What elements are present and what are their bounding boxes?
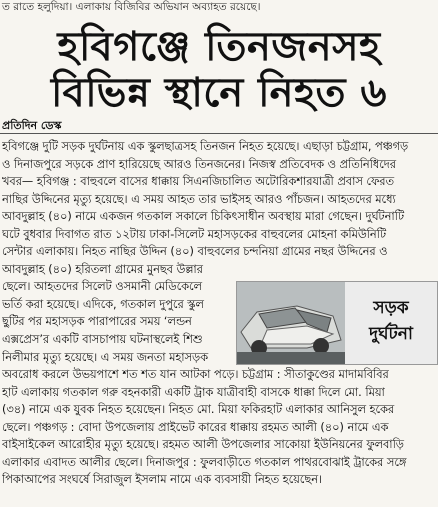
accident-figure <box>236 281 438 365</box>
figure-label-line-1: সড়ক <box>373 298 409 318</box>
body-line: এক্সপ্রেস’র একটি বাসচাপায় ঘটনাস্থলেই শিশু <box>2 333 203 347</box>
body-line: পিকাআপের সংঘর্ষে সিরাজুল ইসলাম নামে এক ব্যবসায়ী নিহত হয়েছেন। <box>2 473 322 487</box>
headline-line-2: বিভিন্ন স্থানে নিহত ৬ <box>51 69 387 116</box>
headline <box>0 24 438 116</box>
body-line: ছেলে। পঞ্চগড় : বোদা উপজেলায় প্রাইভেট কারের ধাক্কায় রহমত আলী (৪০) নামে এক <box>2 420 389 434</box>
body-line: (৩৪) নামে এক যুবক নিহত হয়েছেন। নিহত মো. মিয়া ফকিরহাট এলাকার আনিসুল হকের <box>2 403 395 417</box>
body-line: সেন্টার এলাকায়। নিহত নাছির উদ্দিন (৪০) বাহুবলের চন্দনিয়া গ্রামের নছর উদ্দিনের ও <box>2 245 388 259</box>
body-line: খবর— হবিগঞ্জ : বাহুবলে বাসের ধাক্কায় সিএনজিচালিত অটোরিকশারযাত্রী প্রবাস ফেরত <box>2 175 394 189</box>
headline-line-1: হবিগঞ্জে তিনজনসহ <box>57 23 381 70</box>
body-line: বাইসাইকেল আরোহীর মৃত্যু হয়েছে। রহমত আলী উপজেলার সাকোয়া ইউনিয়নের ফুলবাড়ি <box>2 438 404 452</box>
body-line: অবরোধ করলে উভয়পাশে শত শত যান আটকা পড়ে। চট্টগ্রাম : সীতাকুণ্ডের মাদামবিবির <box>2 368 389 382</box>
previous-article-fragment: ত রাতে হলুদিয়া। এলাকায় বিজিবির অভিযান অব্যাহত রয়েছে। <box>2 1 261 13</box>
figure-label <box>345 282 437 364</box>
wrecked-vehicle-illustration <box>237 282 345 364</box>
figure-label-line-2: দুর্ঘটনা <box>369 324 413 344</box>
body-line: ও দিনাজপুরে সড়কে প্রাণ হারিয়েছে আরও তিনজনের। নিজস্ব প্রতিবেদক ও প্রতিনিধিদের <box>2 157 396 171</box>
body-line: ছেলে। আহতদের সিলেট ওসমানী মেডিকেলে <box>2 280 202 294</box>
body-line: ছুটির পর মহাসড়ক পারাপারের সময় ‘লন্ডন <box>2 315 192 329</box>
accident-photo <box>237 282 345 364</box>
body-left-column <box>2 261 232 366</box>
body-line: আবদুল্লাহ (৪০) নামে একজন গতকাল সকালে চিকিৎসাধীন অবস্থায় মারা গেছেন। দুর্ঘটনাটি <box>2 210 404 224</box>
body-line: ঘটে বুধবার দিবাগত রাত ১২টায় ঢাকা-সিলেট মহাসড়কের বাহুবলের মোহনা কমিউনিটি <box>2 227 387 241</box>
body-line: এলাকার এবাদত আলীর ছেলে। দিনাজপুর : ফুলবাড়ীতে গতকাল পাথরবোঝাই ট্রাকের সঙ্গে <box>2 455 407 469</box>
body-line: নাছির উদ্দিনের মৃত্যু হয়েছে। এ সময় আহত তার ভাইসহ আরও পাঁচজন। আহতদের মধ্যে <box>2 192 396 206</box>
body-line: হবিগঞ্জে দুটি সড়ক দুর্ঘটনায় এক স্কুলছাত্রসহ তিনজন নিহত হয়েছে। এছাড়া চট্টগ্রাম, পঞ্চগড় <box>2 140 409 153</box>
body-line: আবদুল্লাহ (৪০) হরিতলা গ্রামের মুনছব উল্লার <box>2 262 203 276</box>
body-line: নিলীমার মৃত্যু হয়েছে। এ সময় জনতা মহাসড়ক <box>2 350 209 364</box>
body-line: হাট এলাকায় গতকাল গরু বহনকারী একটি ট্রাক যাত্রীবাহী বাসকে ধাক্কা দিলে মো. মিয়া <box>2 385 385 399</box>
body-line: ভর্তি করা হয়েছে। এদিকে, গতকাল দুপুরে স্কুল <box>2 297 204 311</box>
divider <box>0 133 438 134</box>
section-label: প্রতিদিন ডেস্ক <box>2 119 62 132</box>
